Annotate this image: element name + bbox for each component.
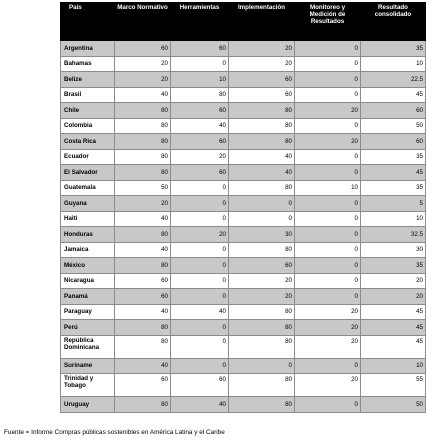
header-pais: País xyxy=(61,3,115,41)
table-row xyxy=(61,227,426,243)
herramientas-cell: 20 xyxy=(171,149,229,165)
country-cell: Panamá xyxy=(61,289,115,305)
herramientas-cell: 60 xyxy=(171,134,229,150)
marco-normativo-cell: 80 xyxy=(115,134,171,150)
implementacion-cell: 20 xyxy=(229,273,295,289)
table-row xyxy=(61,242,426,258)
implementacion-cell: 40 xyxy=(229,165,295,181)
table-row xyxy=(61,180,426,196)
marco-normativo-cell: 40 xyxy=(115,304,171,320)
resultado-cell: 45 xyxy=(361,304,426,320)
herramientas-cell: 40 xyxy=(171,118,229,134)
table-body xyxy=(61,41,426,413)
resultado-cell: 35 xyxy=(361,41,426,57)
resultado-cell: 50 xyxy=(361,397,426,413)
header-resultado: Resultado consolidado xyxy=(361,3,426,41)
implementacion-cell: 60 xyxy=(229,72,295,88)
herramientas-cell: 0 xyxy=(171,289,229,305)
country-cell: Guyana xyxy=(61,196,115,212)
table-row xyxy=(61,397,426,413)
marco-normativo-cell: 40 xyxy=(115,242,171,258)
monitoreo-cell: 0 xyxy=(295,289,361,305)
monitoreo-cell: 20 xyxy=(295,103,361,119)
marco-normativo-cell: 60 xyxy=(115,41,171,57)
country-cell: Jamaica xyxy=(61,242,115,258)
country-cell: México xyxy=(61,258,115,274)
table-row xyxy=(61,196,426,212)
implementacion-cell: 40 xyxy=(229,149,295,165)
country-cell: Paraguay xyxy=(61,304,115,320)
implementacion-cell: 80 xyxy=(229,134,295,150)
marco-normativo-cell: 20 xyxy=(115,56,171,72)
herramientas-cell: 0 xyxy=(171,242,229,258)
header-implementacion: Implementación xyxy=(229,3,295,41)
implementacion-cell: 20 xyxy=(229,289,295,305)
country-cell: Haiti xyxy=(61,211,115,227)
country-cell: Costa Rica xyxy=(61,134,115,150)
marco-normativo-cell: 80 xyxy=(115,118,171,134)
implementacion-cell: 60 xyxy=(229,87,295,103)
monitoreo-cell: 0 xyxy=(295,358,361,374)
header-row xyxy=(61,3,426,41)
herramientas-cell: 0 xyxy=(171,180,229,196)
herramientas-cell: 40 xyxy=(171,397,229,413)
marco-normativo-cell: 80 xyxy=(115,397,171,413)
implementacion-cell: 80 xyxy=(229,397,295,413)
table-row xyxy=(61,320,426,336)
implementacion-cell: 20 xyxy=(229,41,295,57)
table-row xyxy=(61,335,426,358)
herramientas-cell: 10 xyxy=(171,72,229,88)
implementacion-cell: 80 xyxy=(229,103,295,119)
table-header xyxy=(61,3,426,41)
marco-normativo-cell: 80 xyxy=(115,149,171,165)
table-row xyxy=(61,165,426,181)
monitoreo-cell: 20 xyxy=(295,374,361,397)
country-cell: Bahamas xyxy=(61,56,115,72)
country-cell: Honduras xyxy=(61,227,115,243)
herramientas-cell: 60 xyxy=(171,165,229,181)
marco-normativo-cell: 80 xyxy=(115,103,171,119)
implementacion-cell: 80 xyxy=(229,242,295,258)
marco-normativo-cell: 80 xyxy=(115,227,171,243)
marco-normativo-cell: 20 xyxy=(115,72,171,88)
table-row xyxy=(61,289,426,305)
table-row xyxy=(61,134,426,150)
monitoreo-cell: 10 xyxy=(295,180,361,196)
monitoreo-cell: 0 xyxy=(295,56,361,72)
herramientas-cell: 0 xyxy=(171,56,229,72)
monitoreo-cell: 20 xyxy=(295,320,361,336)
resultado-cell: 35 xyxy=(361,180,426,196)
country-cell: Guatemala xyxy=(61,180,115,196)
table-row xyxy=(61,72,426,88)
resultado-cell: 45 xyxy=(361,335,426,358)
country-cell: Nicaragua xyxy=(61,273,115,289)
table-row xyxy=(61,103,426,119)
herramientas-cell: 0 xyxy=(171,258,229,274)
resultado-cell: 20 xyxy=(361,273,426,289)
table-row xyxy=(61,258,426,274)
header-monitoreo: Monitoreo y Medición de Resultados xyxy=(295,3,361,41)
monitoreo-cell: 0 xyxy=(295,211,361,227)
table-row xyxy=(61,118,426,134)
resultado-cell: 30 xyxy=(361,242,426,258)
marco-normativo-cell: 80 xyxy=(115,320,171,336)
monitoreo-cell: 0 xyxy=(295,87,361,103)
marco-normativo-cell: 60 xyxy=(115,273,171,289)
herramientas-cell: 0 xyxy=(171,335,229,358)
monitoreo-cell: 20 xyxy=(295,335,361,358)
herramientas-cell: 0 xyxy=(171,273,229,289)
country-cell: El Salvador xyxy=(61,165,115,181)
table-row xyxy=(61,374,426,397)
herramientas-cell: 0 xyxy=(171,196,229,212)
resultado-cell: 55 xyxy=(361,374,426,397)
herramientas-cell: 0 xyxy=(171,358,229,374)
country-cell: Colombia xyxy=(61,118,115,134)
marco-normativo-cell: 80 xyxy=(115,335,171,358)
implementacion-cell: 80 xyxy=(229,304,295,320)
table-row xyxy=(61,273,426,289)
resultado-cell: 10 xyxy=(361,56,426,72)
marco-normativo-cell: 40 xyxy=(115,87,171,103)
table-row xyxy=(61,87,426,103)
country-cell: Trinidad y Tobago xyxy=(61,374,115,397)
resultado-cell: 45 xyxy=(361,165,426,181)
implementacion-cell: 20 xyxy=(229,56,295,72)
monitoreo-cell: 0 xyxy=(295,242,361,258)
monitoreo-cell: 0 xyxy=(295,227,361,243)
table-row xyxy=(61,358,426,374)
resultado-cell: 5 xyxy=(361,196,426,212)
monitoreo-cell: 0 xyxy=(295,72,361,88)
marco-normativo-cell: 60 xyxy=(115,374,171,397)
country-cell: Chile xyxy=(61,103,115,119)
country-cell: República Dominicana xyxy=(61,335,115,358)
implementacion-cell: 30 xyxy=(229,227,295,243)
resultado-cell: 60 xyxy=(361,134,426,150)
header-marco-normativo: Marco Normativo xyxy=(115,3,171,41)
herramientas-cell: 0 xyxy=(171,320,229,336)
implementacion-cell: 80 xyxy=(229,180,295,196)
country-cell: Perú xyxy=(61,320,115,336)
implementacion-cell: 0 xyxy=(229,196,295,212)
implementacion-cell: 80 xyxy=(229,374,295,397)
resultado-cell: 20 xyxy=(361,289,426,305)
marco-normativo-cell: 40 xyxy=(115,358,171,374)
source-note: Fuente = Informe Compras públicas sostenibles en América Latina y el Caribe xyxy=(4,429,225,436)
country-cell: Belize xyxy=(61,72,115,88)
country-cell: Argentina xyxy=(61,41,115,57)
implementacion-cell: 0 xyxy=(229,211,295,227)
resultado-cell: 10 xyxy=(361,358,426,374)
herramientas-cell: 60 xyxy=(171,41,229,57)
country-cell: Suriname xyxy=(61,358,115,374)
implementacion-cell: 60 xyxy=(229,258,295,274)
country-cell: Uruguay xyxy=(61,397,115,413)
monitoreo-cell: 0 xyxy=(295,397,361,413)
monitoreo-cell: 0 xyxy=(295,273,361,289)
monitoreo-cell: 0 xyxy=(295,258,361,274)
country-cell: Ecuador xyxy=(61,149,115,165)
resultado-cell: 32.5 xyxy=(361,227,426,243)
marco-normativo-cell: 80 xyxy=(115,258,171,274)
monitoreo-cell: 0 xyxy=(295,149,361,165)
implementacion-cell: 80 xyxy=(229,118,295,134)
monitoreo-cell: 20 xyxy=(295,134,361,150)
resultado-cell: 45 xyxy=(361,87,426,103)
monitoreo-cell: 0 xyxy=(295,41,361,57)
resultado-cell: 50 xyxy=(361,118,426,134)
marco-normativo-cell: 80 xyxy=(115,165,171,181)
marco-normativo-cell: 50 xyxy=(115,180,171,196)
table-row xyxy=(61,56,426,72)
resultado-cell: 60 xyxy=(361,103,426,119)
resultado-cell: 10 xyxy=(361,211,426,227)
herramientas-cell: 0 xyxy=(171,211,229,227)
monitoreo-cell: 0 xyxy=(295,165,361,181)
herramientas-cell: 60 xyxy=(171,103,229,119)
resultado-cell: 35 xyxy=(361,149,426,165)
country-cell: Brasil xyxy=(61,87,115,103)
header-herramientas: Herramientas xyxy=(171,3,229,41)
marco-normativo-cell: 60 xyxy=(115,289,171,305)
table-row xyxy=(61,304,426,320)
herramientas-cell: 20 xyxy=(171,227,229,243)
monitoreo-cell: 0 xyxy=(295,196,361,212)
marco-normativo-cell: 20 xyxy=(115,196,171,212)
resultado-cell: 45 xyxy=(361,320,426,336)
monitoreo-cell: 20 xyxy=(295,304,361,320)
results-table xyxy=(60,2,426,413)
monitoreo-cell: 0 xyxy=(295,118,361,134)
herramientas-cell: 80 xyxy=(171,87,229,103)
table-row xyxy=(61,149,426,165)
implementacion-cell: 80 xyxy=(229,335,295,358)
table-row xyxy=(61,211,426,227)
herramientas-cell: 60 xyxy=(171,374,229,397)
table-container xyxy=(60,2,425,413)
resultado-cell: 22.5 xyxy=(361,72,426,88)
table-row xyxy=(61,41,426,57)
herramientas-cell: 40 xyxy=(171,304,229,320)
marco-normativo-cell: 40 xyxy=(115,211,171,227)
resultado-cell: 35 xyxy=(361,258,426,274)
implementacion-cell: 80 xyxy=(229,320,295,336)
implementacion-cell: 0 xyxy=(229,358,295,374)
